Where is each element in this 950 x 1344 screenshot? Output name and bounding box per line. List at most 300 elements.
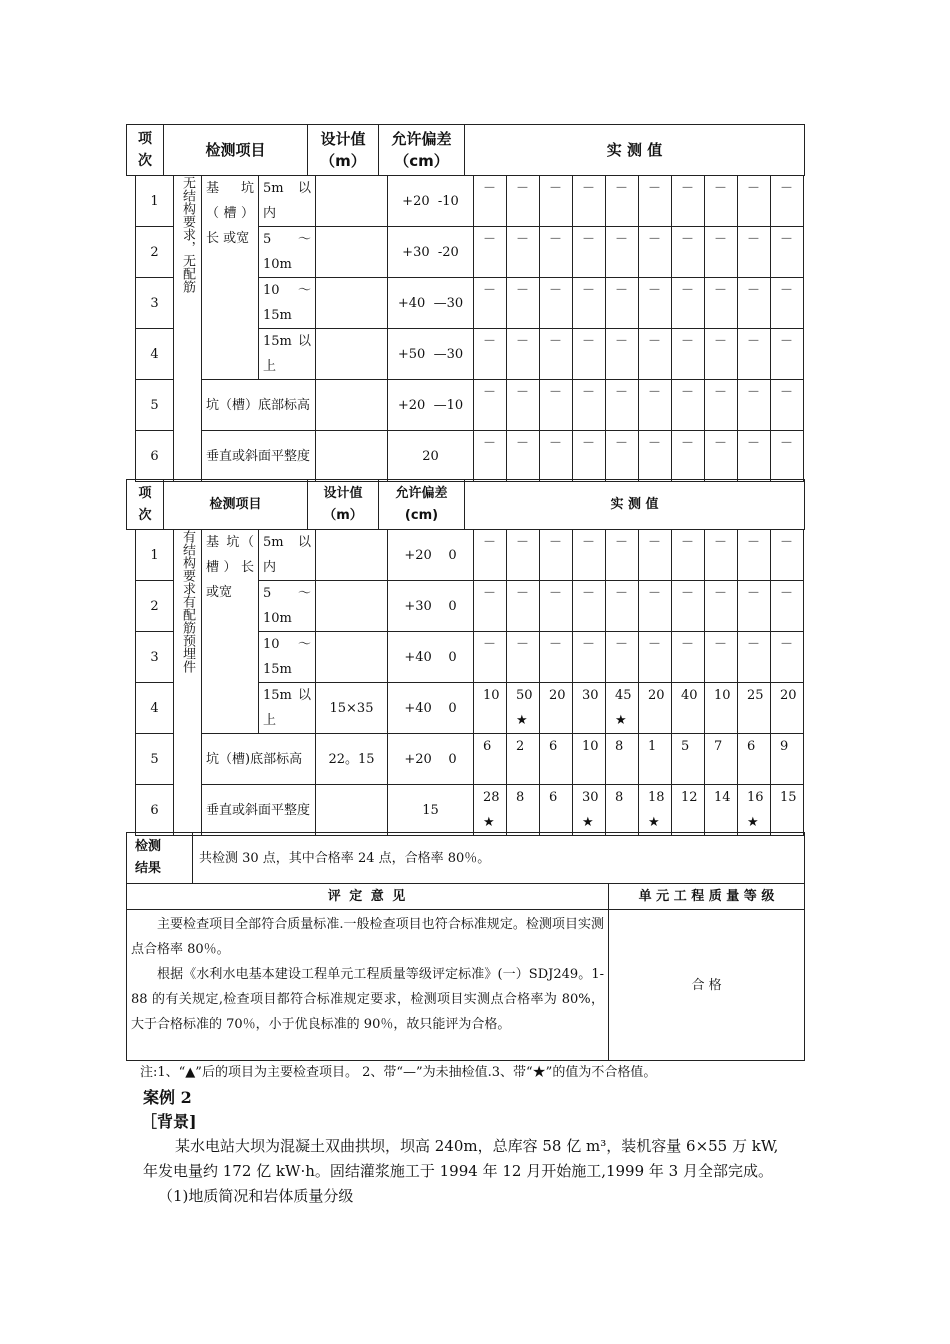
measured-number: － [714,637,728,652]
measured-number: － [714,535,728,550]
tolerance-value: +30 0 [388,581,474,632]
opinion-header: 评 定 意 见 [127,884,609,910]
measured-number: － [681,385,695,400]
measured-number: － [780,586,794,601]
measured-number: － [582,283,596,298]
measured-value [540,530,573,581]
design-value [316,530,388,581]
header2-design: 设计值 （m） [308,480,379,530]
measured-value [639,227,672,278]
measured-value [705,785,738,836]
range-label: 坑（槽)底部标高 [202,734,316,785]
measured-number: － [483,637,497,652]
measured-value [507,176,540,227]
design-value [316,380,388,431]
measured-value [540,581,573,632]
measured-value [672,734,705,785]
measured-value [474,380,507,431]
measured-number: － [681,586,695,601]
opinion-text: 主要检查项目全部符合质量标准.一般检查项目也符合标准规定。检测项目实测点合格率 80％。 根据《水利水电基本建设工程单元工程质量等级评定标准》(一）SDJ249。1-88 的有关规定,检查项目都符合标准规定要求，检测项目实测点合格率为 80%，大于合格标准的 70％，小于优良标准的 90％，故只能评为合格。 [127,910,609,1061]
measured-number: － [549,436,563,451]
measured-number: 12 [681,790,698,805]
measured-number: 6 [747,739,756,754]
star-icon: ★ [483,815,495,830]
header-item-no: 项 次 [127,125,164,176]
group-label [174,176,202,482]
group-label-text: 无结构要求，无配筋 [180,176,195,293]
measured-value [771,380,804,431]
measured-number: 10 [582,739,599,754]
case-title: 案例 2 [143,1088,192,1107]
measured-value [639,734,672,785]
measured-number: 10 [714,688,731,703]
measured-value [606,581,639,632]
table-row [136,431,804,482]
range-label: 垂直或斜面平整度 [202,431,316,482]
measured-value [771,734,804,785]
measured-value [507,329,540,380]
measured-number: － [780,436,794,451]
measured-number: 30 [582,688,599,703]
measured-number: － [615,436,629,451]
measured-number: － [516,436,530,451]
design-value [316,785,388,836]
range-label: 10 ～15m [259,278,316,329]
measured-value [771,785,804,836]
measured-number: 6 [549,739,558,754]
measured-value [474,632,507,683]
background-title: ［背景] [141,1112,197,1131]
measured-value [705,734,738,785]
measured-value [474,530,507,581]
measured-number: 1 [648,739,657,754]
table-row [136,176,804,227]
item-no: 1 [136,176,174,227]
measured-number: － [747,181,761,196]
measured-number: － [582,385,596,400]
measured-number: － [648,535,662,550]
measured-number: － [483,232,497,247]
measured-number: － [714,385,728,400]
table-row [136,380,804,431]
measured-value [474,176,507,227]
measured-number: 25 [747,688,764,703]
measured-value [474,785,507,836]
measured-value [507,380,540,431]
measured-value [540,734,573,785]
measured-number: 40 [681,688,698,703]
item-no: 3 [136,278,174,329]
measured-number: － [615,334,629,349]
measured-value [540,278,573,329]
measured-value [639,683,672,734]
measured-number: － [714,586,728,601]
measured-number: 15 [780,790,797,805]
measured-value [606,380,639,431]
measured-value [507,683,540,734]
measured-value [507,785,540,836]
star-icon: ★ [615,713,627,728]
measured-number: － [648,586,662,601]
measured-value [540,683,573,734]
measured-value [639,530,672,581]
measured-value [474,329,507,380]
measured-number: － [747,334,761,349]
measured-number: 10 [483,688,500,703]
item-no: 6 [136,431,174,482]
tolerance-value: +20 -10 [388,176,474,227]
star-icon: ★ [747,815,759,830]
measured-number: － [483,334,497,349]
measured-number: － [780,385,794,400]
measured-value [705,380,738,431]
measured-number: 20 [648,688,665,703]
measured-number: － [483,283,497,298]
measured-value [771,683,804,734]
measured-number: － [483,586,497,601]
measured-number: 7 [714,739,723,754]
measured-value [507,530,540,581]
measured-number: － [747,232,761,247]
measured-value [507,581,540,632]
measured-value [507,227,540,278]
measured-number: － [516,334,530,349]
measured-value [705,581,738,632]
measured-number: 20 [549,688,566,703]
measured-value [705,431,738,482]
tolerance-value: +50 —30 [388,329,474,380]
measured-value [705,227,738,278]
measured-number: 18 [648,790,665,805]
grade-value: 合 格 [609,910,805,1061]
measured-number: － [615,586,629,601]
measured-value [606,530,639,581]
measured-number: － [648,181,662,196]
sub-label: 基 坑（ 槽）长或宽 [202,530,259,734]
measured-number: － [681,334,695,349]
header-tolerance: 允许偏差 （cm） [379,125,465,176]
header-design: 设计值 （m） [308,125,379,176]
measured-number: － [681,181,695,196]
body-line-3: （1)地质简况和岩体质量分级 [158,1187,354,1205]
measured-value [672,329,705,380]
design-value [316,431,388,482]
measured-value [540,380,573,431]
measured-number: － [516,535,530,550]
measured-number: － [648,334,662,349]
measured-value [672,632,705,683]
measured-number: 5 [681,739,690,754]
range-label: 坑（槽）底部标高 [202,380,316,431]
table2-header [126,479,805,530]
measured-number: 8 [615,790,624,805]
measured-value [771,329,804,380]
result-text: 共检测 30 点，其中合格率 24 点，合格率 80％。 [193,833,805,884]
measured-value [540,431,573,482]
measured-number: － [582,232,596,247]
range-label: 15m 以上 [259,329,316,380]
measured-number: － [549,232,563,247]
measured-number: － [714,334,728,349]
measured-number: － [681,283,695,298]
measured-number: － [714,232,728,247]
measured-value [771,632,804,683]
measured-value [672,380,705,431]
measured-number: － [516,283,530,298]
measured-number: － [780,535,794,550]
range-label: 5 ～10m [259,581,316,632]
design-value: 22。15 [316,734,388,785]
measured-value [540,632,573,683]
measured-value [705,176,738,227]
measured-number: 16 [747,790,764,805]
measured-value [738,734,771,785]
tolerance-value: +20 0 [388,734,474,785]
note: 注:1、“▲”后的项目为主要检查项目。 2、带“—”为未抽检值.3、带“★”的值为不合格值。 [140,1065,657,1080]
measured-value [540,227,573,278]
measured-number: － [648,385,662,400]
measured-value [639,431,672,482]
measured-value [573,632,606,683]
measured-number: － [615,637,629,652]
measured-value [606,278,639,329]
measured-number: 6 [549,790,558,805]
measured-number: － [780,232,794,247]
measured-number: － [780,181,794,196]
measured-value [705,632,738,683]
measured-value [639,581,672,632]
item-no: 2 [136,227,174,278]
measured-value [474,227,507,278]
tolerance-value: +20 0 [388,530,474,581]
range-label: 5 ～10m [259,227,316,278]
measured-number: － [483,385,497,400]
measured-value [573,176,606,227]
measured-number: － [549,535,563,550]
measured-number: － [681,535,695,550]
measured-value [540,329,573,380]
measured-value [738,176,771,227]
measured-number: － [549,586,563,601]
measured-value [672,278,705,329]
measured-number: 8 [615,739,624,754]
measured-value [738,785,771,836]
measured-value [639,329,672,380]
measured-value [738,632,771,683]
measured-number: － [681,637,695,652]
measured-number: － [615,181,629,196]
measured-value [573,581,606,632]
measured-number: － [714,283,728,298]
measured-value [573,431,606,482]
measured-value [771,530,804,581]
measured-number: 9 [780,739,789,754]
measured-value [738,431,771,482]
design-value [316,176,388,227]
measured-number: － [516,637,530,652]
measured-number: 2 [516,739,525,754]
measured-number: － [648,283,662,298]
measured-number: － [582,586,596,601]
measured-value [606,176,639,227]
measured-value [705,530,738,581]
measured-value [573,785,606,836]
measured-value [507,431,540,482]
measured-value [606,431,639,482]
measured-value [606,632,639,683]
measured-number: － [747,385,761,400]
item-no: 3 [136,632,174,683]
measured-number: － [582,436,596,451]
measured-value [738,329,771,380]
measured-number: 30 [582,790,599,805]
measured-number: － [549,283,563,298]
measured-value [672,581,705,632]
measured-number: － [516,232,530,247]
grade-header: 单 元 工 程 质 量 等 级 [609,884,805,910]
item-no: 5 [136,734,174,785]
measured-value [507,278,540,329]
range-label: 5m 以内 [259,176,316,227]
range-label: 垂直或斜面平整度 [202,785,316,836]
measured-value [639,785,672,836]
header2-item-no: 项 次 [127,480,164,530]
item-no: 6 [136,785,174,836]
measured-number: 50 [516,688,533,703]
group-label [174,530,202,836]
measured-value [474,581,507,632]
measured-value [771,431,804,482]
measured-number: － [648,637,662,652]
header-item-name: 检测项目 [164,125,308,176]
sub-label: 基 坑（槽）长 或宽 [202,176,259,380]
item-no: 1 [136,530,174,581]
item-no: 4 [136,329,174,380]
measured-value [771,227,804,278]
measured-value [771,278,804,329]
measured-number: － [483,181,497,196]
measured-value [705,683,738,734]
tolerance-value: +40 0 [388,683,474,734]
tolerance-value: 15 [388,785,474,836]
measured-number: － [549,181,563,196]
header-measured: 实 测 值 [465,125,805,176]
measured-value [771,176,804,227]
header2-item-name: 检测项目 [164,480,308,530]
measured-value [474,278,507,329]
star-icon: ★ [648,815,660,830]
measured-number: － [483,436,497,451]
measured-number: － [648,232,662,247]
measured-value [573,380,606,431]
star-icon: ★ [516,713,528,728]
tolerance-value: 20 [388,431,474,482]
design-value [316,329,388,380]
measured-value [672,785,705,836]
measured-number: － [516,586,530,601]
measured-value [738,530,771,581]
measured-value [606,227,639,278]
measured-number: － [714,181,728,196]
measured-number: － [582,334,596,349]
measured-number: － [582,535,596,550]
measured-number: － [747,586,761,601]
measured-value [738,227,771,278]
measured-number: － [780,637,794,652]
measured-value [738,380,771,431]
measured-number: － [549,334,563,349]
measured-value [672,227,705,278]
measured-value [738,278,771,329]
design-value [316,278,388,329]
group-label-text: 有结构要求有配筋预埋件 [180,530,195,673]
measured-value [606,329,639,380]
item-no: 5 [136,380,174,431]
measured-value [672,683,705,734]
measured-number: － [615,283,629,298]
measured-value [507,632,540,683]
measured-value [573,278,606,329]
measured-number: 8 [516,790,525,805]
range-label: 15m 以上 [259,683,316,734]
item-no: 2 [136,581,174,632]
measured-number: － [582,637,596,652]
measured-value [639,278,672,329]
measured-value [474,734,507,785]
measured-number: － [780,334,794,349]
measured-number: － [747,436,761,451]
design-value [316,581,388,632]
table-row [136,530,804,581]
table-row [136,734,804,785]
tolerance-value: +40 0 [388,632,474,683]
measured-number: － [681,232,695,247]
measured-number: － [747,637,761,652]
measured-value [672,530,705,581]
measured-number: － [714,436,728,451]
design-value [316,227,388,278]
measured-value [738,683,771,734]
measured-value [507,734,540,785]
table-row [136,785,804,836]
measured-number: － [780,283,794,298]
result-label: 检测 结果 [127,833,193,884]
measured-number: － [516,181,530,196]
measured-number: － [615,535,629,550]
measured-number: － [648,436,662,451]
measured-value [705,278,738,329]
table1-body [135,175,804,482]
measured-number: － [549,385,563,400]
measured-value [573,683,606,734]
measured-value [639,380,672,431]
measured-number: － [549,637,563,652]
tolerance-value: +40 —30 [388,278,474,329]
measured-value [573,329,606,380]
body-line-1: 某水电站大坝为混凝土双曲拱坝，坝高 240m，总库容 58 亿 m³，装机容量 6×55 万 kW, [175,1137,779,1155]
measured-number: 6 [483,739,492,754]
measured-number: － [747,535,761,550]
result-table [126,832,805,1061]
measured-number: 14 [714,790,731,805]
measured-value [705,329,738,380]
table1-header [126,124,805,176]
measured-value [606,734,639,785]
range-label: 10 ～15m [259,632,316,683]
tolerance-value: +20 —10 [388,380,474,431]
measured-number: － [582,181,596,196]
measured-value [540,176,573,227]
